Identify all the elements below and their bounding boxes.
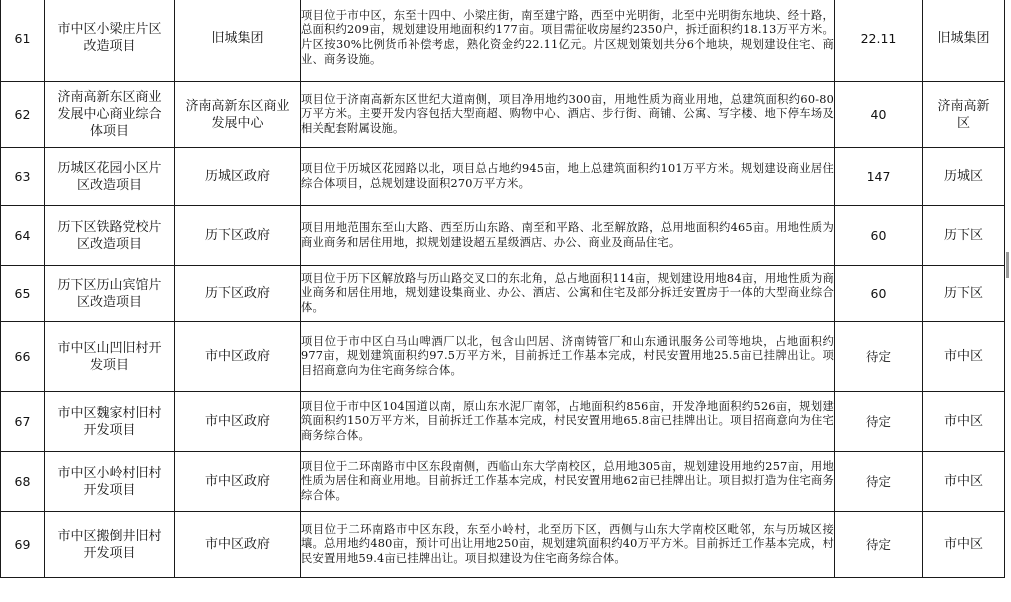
table-row-69 — [1, 512, 1005, 578]
project-name: 市中区搬倒井旧村开发项目 — [45, 512, 175, 578]
scroll-edge-marker — [1006, 252, 1009, 278]
table-row-64 — [1, 206, 1005, 266]
responsible-unit: 市中区政府 — [175, 452, 301, 512]
project-name: 历下区历山宾馆片区改造项目 — [45, 266, 175, 322]
project-area: 市中区 — [923, 452, 1005, 512]
investment-amount: 待定 — [835, 452, 923, 512]
investment-amount: 147 — [835, 148, 923, 206]
project-description: 项目位于市中区104国道以南，原山东水泥厂南邻，占地面积约856亩，开发净地面积约526亩，规划建筑面积约150万平方米，目前拆迁工作基本完成，村民安置用地65.8亩已挂牌出让。项目招商意向为住宅商务综合体。 — [301, 392, 835, 452]
responsible-unit: 历下区政府 — [175, 266, 301, 322]
project-description: 项目位于二环南路市中区东段，东至小岭村，北至历下区，西侧与山东大学南校区毗邻，东与历城区接壤。总用地约480亩，预计可出让用地250亩，规划建筑面积约40万平方米。目前拆迁工作基本完成，村民安置用地59.4亩已挂牌出让。项目拟建设为住宅商务综合体。 — [301, 512, 835, 578]
project-area: 旧城集团 — [923, 0, 1005, 82]
table-row-68 — [1, 452, 1005, 512]
project-name: 历下区铁路党校片区改造项目 — [45, 206, 175, 266]
investment-amount: 22.11 — [835, 0, 923, 82]
table-row-61 — [1, 0, 1005, 82]
project-area: 济南高新区 — [923, 82, 1005, 148]
responsible-unit: 旧城集团 — [175, 0, 301, 82]
project-description: 项目位于历城区花园路以北，项目总占地约945亩，地上总建筑面积约101万平方米。规划建设商业居住综合体项目，总规划建设面积270万平方米。 — [301, 148, 835, 206]
project-name: 市中区小梁庄片区改造项目 — [45, 0, 175, 82]
responsible-unit: 济南高新东区商业发展中心 — [175, 82, 301, 148]
project-description: 项目位于二环南路市中区东段南侧，西临山东大学南校区，总用地305亩，规划建设用地约257亩，用地性质为居住和商业用地。目前拆迁工作基本完成，村民安置用地62亩已挂牌出让。项目拟打造为住宅商务综合体。 — [301, 452, 835, 512]
project-name: 市中区山凹旧村开发项目 — [45, 322, 175, 392]
investment-amount: 40 — [835, 82, 923, 148]
investment-amount: 60 — [835, 206, 923, 266]
responsible-unit: 市中区政府 — [175, 392, 301, 452]
project-description: 项目位于济南高新东区世纪大道南侧，项目净用地约300亩，用地性质为商业用地，总建筑面积约60-80万平方米。主要开发内容包括大型商超、购物中心、酒店、步行街、商铺、公寓、写字楼、地下停车场及相关配套附属设施。 — [301, 82, 835, 148]
responsible-unit: 市中区政府 — [175, 512, 301, 578]
investment-amount: 待定 — [835, 512, 923, 578]
project-table-body — [1, 0, 1005, 578]
investment-amount: 60 — [835, 266, 923, 322]
project-area: 市中区 — [923, 392, 1005, 452]
row-number: 69 — [1, 512, 45, 578]
row-number: 67 — [1, 392, 45, 452]
row-number: 66 — [1, 322, 45, 392]
project-description: 项目位于历下区解放路与历山路交叉口的东北角，总占地面积114亩，规划建设用地84亩，用地性质为商业商务和居住用地，规划建设集商业、办公、酒店、公寓和住宅及部分拆迁安置房于一体的大型商业综合体。 — [301, 266, 835, 322]
project-description: 项目位于市中区，东至十四中、小梁庄街，南至建宁路，西至中光明街，北至中光明街东地块、经十路，总面积约209亩，规划建设用地面积约177亩。项目需征收房屋约2350户，拆迁面积约18.13万平方米。片区按30%比例货币补偿考虑，熟化资金约22.11亿元。片区规划策划共分6个地块，规划建设住宅、商业、商务设施。 — [301, 0, 835, 82]
responsible-unit: 历下区政府 — [175, 206, 301, 266]
project-name: 市中区魏家村旧村开发项目 — [45, 392, 175, 452]
project-area: 历下区 — [923, 206, 1005, 266]
table-row-66 — [1, 322, 1005, 392]
table-row-67 — [1, 392, 1005, 452]
row-number: 63 — [1, 148, 45, 206]
project-name: 济南高新东区商业发展中心商业综合体项目 — [45, 82, 175, 148]
row-number: 62 — [1, 82, 45, 148]
table-row-63 — [1, 148, 1005, 206]
project-area: 市中区 — [923, 512, 1005, 578]
project-description: 项目位于市中区白马山啤酒厂以北，包含山凹居、济南铸管厂和山东通讯服务公司等地块，占地面积约977亩，规划建筑面积约97.5万平方米，目前拆迁工作基本完成，村民安置用地25.5亩已挂牌出让。项目招商意向为住宅商务综合体。 — [301, 322, 835, 392]
project-area: 历下区 — [923, 266, 1005, 322]
row-number: 61 — [1, 0, 45, 82]
table-row-62 — [1, 82, 1005, 148]
investment-amount: 待定 — [835, 322, 923, 392]
project-name: 历城区花园小区片区改造项目 — [45, 148, 175, 206]
project-name: 市中区小岭村旧村开发项目 — [45, 452, 175, 512]
row-number: 65 — [1, 266, 45, 322]
project-area: 市中区 — [923, 322, 1005, 392]
project-area: 历城区 — [923, 148, 1005, 206]
table-row-65 — [1, 266, 1005, 322]
project-description: 项目用地范围东至山大路、西至历山东路、南至和平路、北至解放路，总用地面积约465亩。用地性质为商业商务和居住用地，拟规划建设超五星级酒店、办公、商业及商品住宅。 — [301, 206, 835, 266]
row-number: 64 — [1, 206, 45, 266]
investment-amount: 待定 — [835, 392, 923, 452]
row-number: 68 — [1, 452, 45, 512]
responsible-unit: 历城区政府 — [175, 148, 301, 206]
responsible-unit: 市中区政府 — [175, 322, 301, 392]
